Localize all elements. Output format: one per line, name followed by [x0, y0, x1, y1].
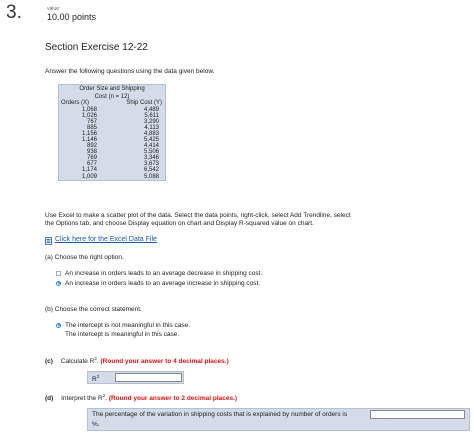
instruction-line-1: Use Excel to make a scatter plot of the data. Select the data points, right-click, select Add Trendline, select: [45, 212, 351, 219]
r-squared-input[interactable]: [115, 373, 182, 382]
part-a-option-2-text: An increase in orders leads to an average increase in shipping cost.: [65, 280, 261, 287]
part-c-field-label-text: R: [92, 376, 97, 384]
instruction-text: [45, 212, 465, 228]
part-c-note: (Round your answer to 4 decimal places.): [100, 358, 229, 366]
cost-cell: 6,542: [143, 167, 159, 174]
part-c-tag: (c): [45, 358, 53, 366]
part-d-label-end: .: [105, 395, 108, 403]
cost-cell: 3,673: [143, 161, 159, 168]
table-title-line1: Order Size and Shipping: [79, 86, 145, 92]
r-squared-percent-input[interactable]: [370, 410, 465, 419]
file-icon: [45, 237, 52, 245]
cost-cell: 5,088: [143, 173, 159, 180]
value-label: value:: [47, 6, 61, 12]
orders-cell: 1,174: [81, 167, 97, 174]
part-d-sentence: The percentage of the variation in shipping costs that is explained by number of orders is: [92, 411, 348, 418]
col-header-cost: Ship Cost (Y): [126, 100, 162, 106]
part-d-unit: %.: [92, 421, 100, 428]
cost-cell: 4,113: [144, 124, 159, 131]
part-b-option-1[interactable]: [56, 322, 190, 329]
part-b-option-2[interactable]: [56, 331, 179, 338]
part-a-option-2[interactable]: [56, 280, 260, 287]
part-d-prompt: [45, 393, 237, 402]
orders-cell: 938: [86, 149, 97, 156]
cost-cell: 4,489: [143, 106, 159, 113]
part-a-option-2-radio[interactable]: [56, 281, 61, 286]
part-c-field-sup: 2: [96, 374, 100, 379]
part-b-option-1-text: The intercept is not meaningful in this case.: [65, 322, 191, 329]
orders-cell: 1,068: [81, 106, 97, 113]
cost-cell: 3,290: [143, 118, 159, 125]
part-b-option-1-radio[interactable]: [56, 323, 61, 328]
cost-cell: 4,414: [143, 143, 159, 150]
orders-cell: 892: [86, 143, 97, 150]
cost-cell: 5,425: [143, 136, 159, 143]
orders-cell: 885: [86, 124, 97, 131]
orders-cell: 677: [86, 161, 97, 168]
instruction-line-2: the Options tab, and choose Display equation on chart and Display R-squared value on chart.: [45, 220, 314, 227]
orders-cell: 1,026: [81, 112, 97, 119]
table-row: [59, 174, 165, 180]
part-a-option-1-text: An increase in orders leads to an average decrease in shipping cost.: [65, 270, 263, 277]
orders-cell: 767: [86, 118, 97, 125]
points-value: 10.00 points: [47, 12, 97, 22]
part-a-option-1[interactable]: [56, 270, 262, 277]
part-c-label: Calculate R: [60, 358, 95, 366]
col-header-orders: Orders (X): [61, 100, 90, 106]
table-body: [59, 107, 165, 180]
part-b-label: (b) Choose the correct statement.: [45, 306, 142, 313]
part-d-note: (Round your answer to 2 decimal places.): [108, 395, 238, 403]
cost-cell: 5,506: [143, 149, 159, 156]
cost-cell: 5,611: [144, 112, 159, 119]
table-title-line2: Cost (n = 12): [94, 93, 130, 100]
part-c-field-label: [92, 374, 99, 383]
part-c-label-end: .: [96, 358, 99, 366]
part-c-sup: 2: [94, 356, 97, 361]
part-d-answer-row: [87, 408, 470, 431]
cost-cell: 3,346: [143, 155, 159, 162]
intro-text: Answer the following questions using the data given below.: [45, 68, 215, 75]
excel-data-link[interactable]: Click here for the Excel Data File: [55, 236, 157, 243]
part-d-tag: (d): [45, 395, 54, 403]
part-a-option-1-checkbox[interactable]: [56, 271, 61, 276]
part-a-label: (a) Choose the right option.: [45, 254, 124, 261]
part-d-label: Interpret the R: [61, 395, 103, 403]
question-number: 3.: [6, 2, 22, 23]
part-d-sup: 2: [102, 393, 106, 398]
orders-cell: 1,156: [81, 130, 97, 137]
orders-cell: 769: [86, 155, 97, 162]
part-b-option-2-text: The intercept is meaningful in this case.: [65, 331, 180, 338]
part-c-prompt: [45, 356, 229, 365]
orders-cell: 1,146: [81, 136, 97, 143]
orders-cell: 1,009: [81, 173, 97, 180]
part-c-answer-row: [87, 371, 184, 384]
section-title: Section Exercise 12-22: [45, 42, 148, 53]
cost-cell: 4,883: [143, 130, 159, 137]
data-table: [58, 84, 166, 181]
